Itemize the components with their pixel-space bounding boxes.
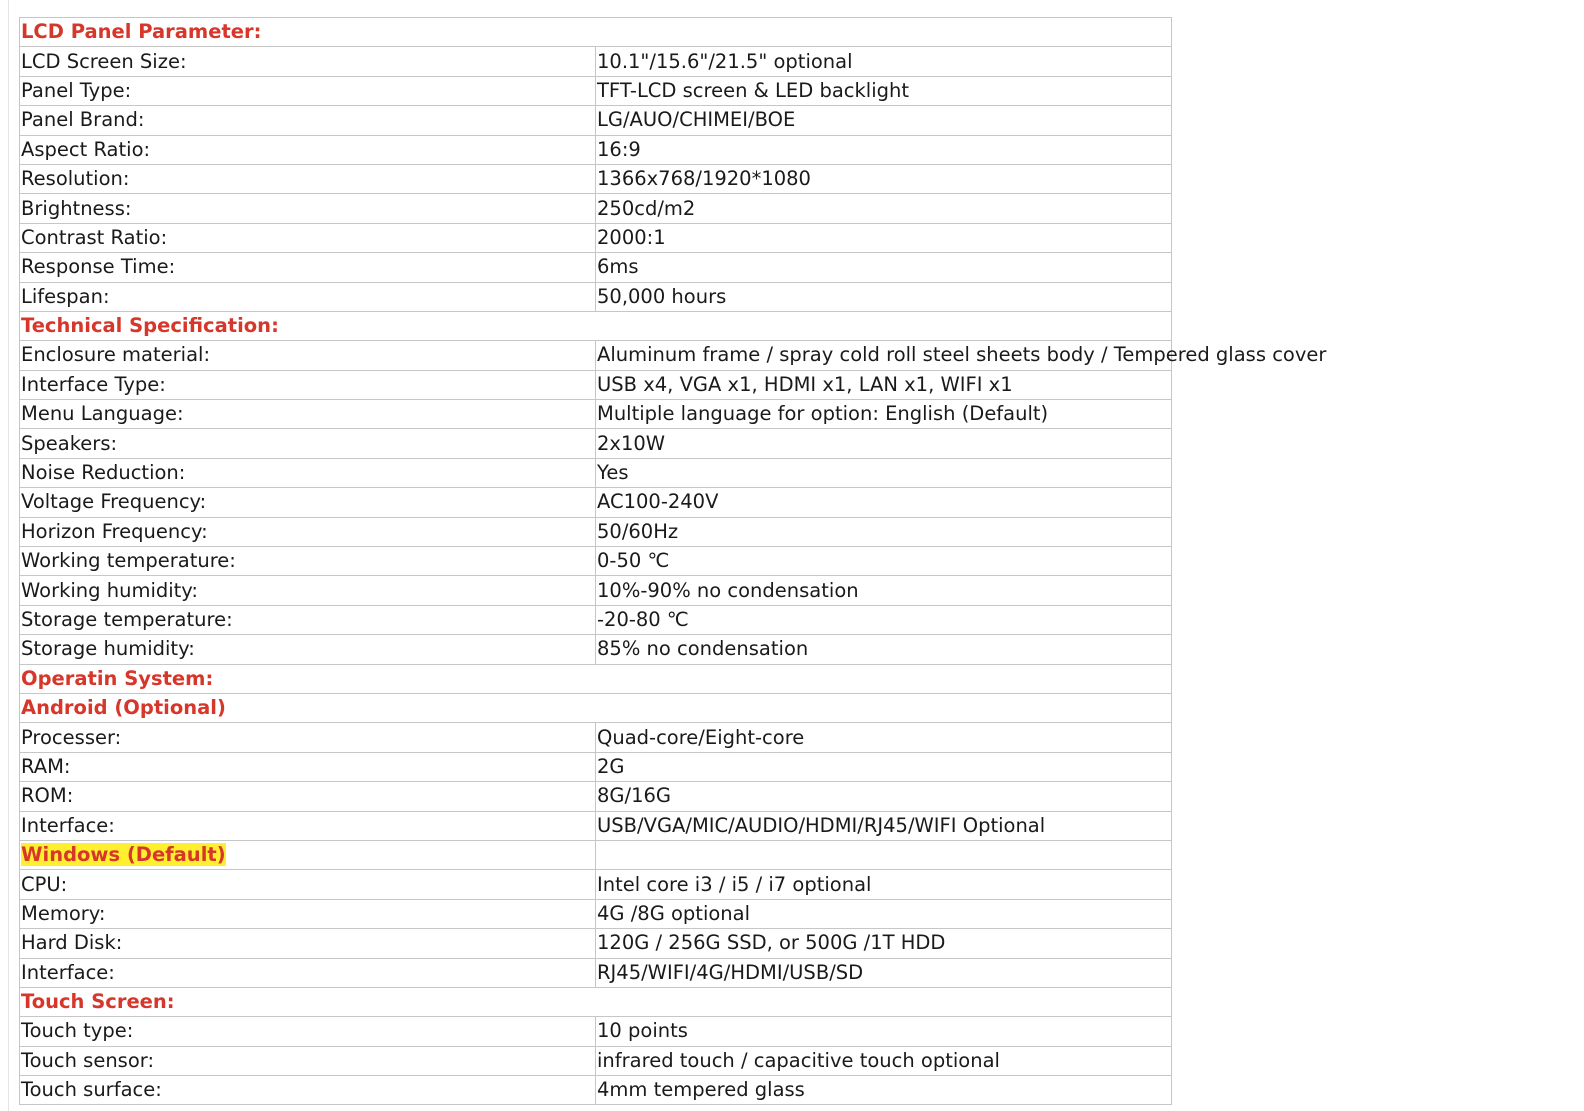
spec-row	[20, 429, 1172, 458]
spec-row	[20, 635, 1172, 664]
spec-row	[20, 605, 1172, 634]
spec-value: Intel core i3 / i5 / i7 optional	[596, 870, 1172, 899]
spec-value: 85% no condensation	[596, 635, 1172, 664]
spec-label: Menu Language:	[20, 400, 596, 429]
spec-row	[20, 958, 1172, 987]
spec-row	[20, 547, 1172, 576]
spec-value: Multiple language for option: English (Default)	[596, 400, 1172, 429]
spec-label: CPU:	[20, 870, 596, 899]
spec-label: Response Time:	[20, 253, 596, 282]
spec-row	[20, 47, 1172, 76]
section-heading: Operatin System:	[20, 664, 1172, 693]
spec-value: 1366x768/1920*1080	[596, 164, 1172, 193]
spec-value: 4G /8G optional	[596, 899, 1172, 928]
spec-label: Enclosure material:	[20, 341, 596, 370]
spec-row	[20, 400, 1172, 429]
spec-value: Quad-core/Eight-core	[596, 723, 1172, 752]
spec-value: 4mm tempered glass	[596, 1076, 1172, 1105]
spec-row	[20, 106, 1172, 135]
spec-value: 50/60Hz	[596, 517, 1172, 546]
spec-value: 250cd/m2	[596, 194, 1172, 223]
section-heading: Technical Specification:	[20, 311, 1172, 340]
spec-label: Working humidity:	[20, 576, 596, 605]
section-heading: Windows (Default)	[21, 843, 226, 867]
spec-value: infrared touch / capacitive touch optional	[596, 1046, 1172, 1075]
spec-row	[20, 370, 1172, 399]
spec-row	[20, 458, 1172, 487]
spec-value: 8G/16G	[596, 782, 1172, 811]
spec-value: 0-50 ℃	[596, 547, 1172, 576]
spec-value: 2x10W	[596, 429, 1172, 458]
spec-label: RAM:	[20, 752, 596, 781]
page-left-rule	[8, 0, 9, 1111]
spec-value: -20-80 ℃	[596, 605, 1172, 634]
spec-label: Interface:	[20, 958, 596, 987]
spec-row	[20, 1017, 1172, 1046]
spec-value: 10 points	[596, 1017, 1172, 1046]
section-heading: Touch Screen:	[20, 987, 1172, 1016]
spec-label: ROM:	[20, 782, 596, 811]
empty-value-cell	[596, 840, 1172, 869]
spec-row	[20, 752, 1172, 781]
spec-row	[20, 811, 1172, 840]
spec-label: Voltage Frequency:	[20, 488, 596, 517]
section-heading: Android (Optional)	[20, 693, 1172, 722]
spec-label: Hard Disk:	[20, 929, 596, 958]
spec-row	[20, 929, 1172, 958]
spec-row	[20, 223, 1172, 252]
spec-row	[20, 282, 1172, 311]
spec-value: USB/VGA/MIC/AUDIO/HDMI/RJ45/WIFI Optional	[596, 811, 1172, 840]
spec-row	[20, 253, 1172, 282]
spec-label: Noise Reduction:	[20, 458, 596, 487]
spec-row	[20, 1076, 1172, 1105]
spec-label: Panel Type:	[20, 76, 596, 105]
spec-row	[20, 782, 1172, 811]
spec-label: Storage temperature:	[20, 605, 596, 634]
spec-label: Lifespan:	[20, 282, 596, 311]
spec-value: USB x4, VGA x1, HDMI x1, LAN x1, WIFI x1	[596, 370, 1172, 399]
section-row	[20, 664, 1172, 693]
spec-label: Interface:	[20, 811, 596, 840]
section-row	[20, 311, 1172, 340]
spec-value: RJ45/WIFI/4G/HDMI/USB/SD	[596, 958, 1172, 987]
spec-row	[20, 194, 1172, 223]
spec-label: Panel Brand:	[20, 106, 596, 135]
spec-table-body	[20, 18, 1327, 1105]
spec-value: 16:9	[596, 135, 1172, 164]
spec-value: 2G	[596, 752, 1172, 781]
spec-row	[20, 517, 1172, 546]
section-heading: LCD Panel Parameter:	[20, 18, 1172, 47]
spec-label: Brightness:	[20, 194, 596, 223]
spec-value: TFT-LCD screen & LED backlight	[596, 76, 1172, 105]
spec-value: 2000:1	[596, 223, 1172, 252]
section-row	[20, 840, 1172, 869]
spec-row	[20, 164, 1172, 193]
spec-value: 6ms	[596, 253, 1172, 282]
section-row	[20, 18, 1172, 47]
spec-label: Touch sensor:	[20, 1046, 596, 1075]
spec-label: Contrast Ratio:	[20, 223, 596, 252]
spec-label: LCD Screen Size:	[20, 47, 596, 76]
spec-value: LG/AUO/CHIMEI/BOE	[596, 106, 1172, 135]
spec-row	[20, 76, 1172, 105]
spec-row	[20, 488, 1172, 517]
spec-label: Processer:	[20, 723, 596, 752]
spec-row	[20, 135, 1172, 164]
spec-table	[19, 17, 1327, 1105]
spec-label: Touch type:	[20, 1017, 596, 1046]
spec-label: Horizon Frequency:	[20, 517, 596, 546]
spec-label: Working temperature:	[20, 547, 596, 576]
spec-label: Memory:	[20, 899, 596, 928]
spec-row	[20, 1046, 1172, 1075]
spec-row	[20, 899, 1172, 928]
spec-row	[20, 723, 1172, 752]
spec-value: Yes	[596, 458, 1172, 487]
spec-label: Interface Type:	[20, 370, 596, 399]
spec-label: Resolution:	[20, 164, 596, 193]
spec-value: AC100-240V	[596, 488, 1172, 517]
spec-value: 120G / 256G SSD, or 500G /1T HDD	[596, 929, 1172, 958]
section-row	[20, 987, 1172, 1016]
spec-value: Aluminum frame / spray cold roll steel sheets body / Tempered glass cover	[596, 341, 1172, 370]
section-heading-cell	[20, 840, 596, 869]
spec-label: Speakers:	[20, 429, 596, 458]
spec-label: Storage humidity:	[20, 635, 596, 664]
spec-label: Touch surface:	[20, 1076, 596, 1105]
spec-value: 10%-90% no condensation	[596, 576, 1172, 605]
spec-row	[20, 341, 1172, 370]
section-row	[20, 693, 1172, 722]
spec-label: Aspect Ratio:	[20, 135, 596, 164]
spec-value: 10.1"/15.6"/21.5" optional	[596, 47, 1172, 76]
spec-row	[20, 870, 1172, 899]
spec-value: 50,000 hours	[596, 282, 1172, 311]
spec-row	[20, 576, 1172, 605]
